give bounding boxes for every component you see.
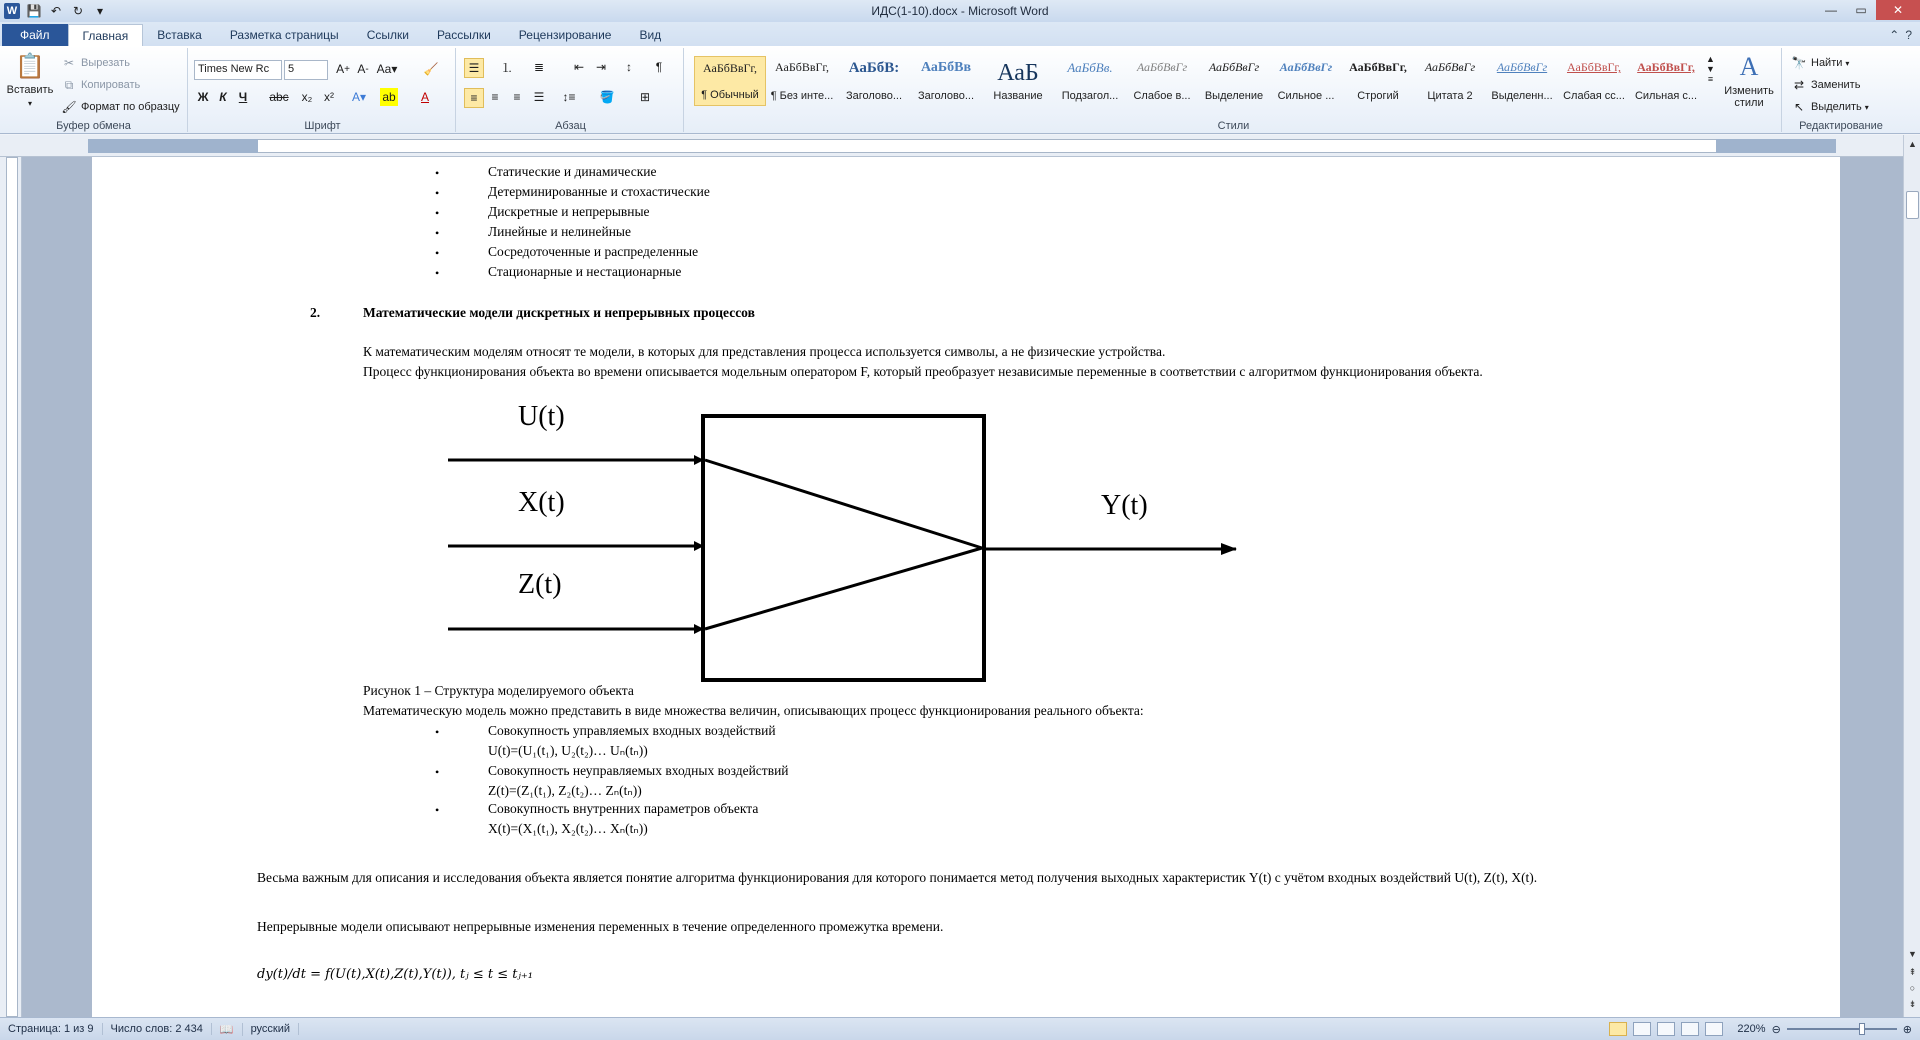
style-quote[interactable]: АаБбВвГг Цитата 2 bbox=[1424, 60, 1476, 102]
clipboard-group-label: Буфер обмена bbox=[56, 120, 131, 132]
binoculars-icon: 🔭 bbox=[1791, 56, 1807, 70]
page-indicator[interactable]: Страница: 1 из 9 bbox=[0, 1023, 103, 1035]
browse-object-icon[interactable]: ○ bbox=[1909, 983, 1916, 993]
style-strong[interactable]: АаБбВвГг, Строгий bbox=[1349, 60, 1407, 102]
styles-group-label: Стили bbox=[1217, 120, 1250, 132]
zoom-slider[interactable] bbox=[1787, 1028, 1897, 1030]
print-layout-view-button[interactable] bbox=[1609, 1022, 1627, 1036]
replace-button[interactable]: ⇄ Заменить bbox=[1790, 76, 1860, 94]
close-button[interactable]: ✕ bbox=[1876, 0, 1920, 20]
clipboard-group bbox=[0, 48, 188, 132]
list-item: Дискретные и непрерывные bbox=[488, 204, 650, 219]
multilevel-list-icon: ≣ bbox=[533, 60, 545, 74]
text-effects-icon: A▾ bbox=[351, 90, 367, 104]
paragraph: Процесс функционирования объекта во времени описывается модельным оператором F, который преобразует независимые переменные в соответствии с алгоритмом функционирования объекта. bbox=[363, 364, 1483, 379]
underline-button[interactable] bbox=[234, 88, 252, 106]
format-painter-button[interactable]: 🖌 Формат по образцу bbox=[61, 100, 180, 114]
style-no-spacing[interactable]: АаБбВвГг, ¶ Без инте... bbox=[770, 60, 834, 102]
strikethrough-button[interactable] bbox=[270, 88, 288, 106]
undo-icon[interactable]: ↶ bbox=[50, 4, 62, 18]
list-item: Совокупность управляемых входных воздействий bbox=[488, 723, 776, 738]
style-intense-emphasis[interactable]: АаБбВвГг Сильное ... bbox=[1277, 60, 1335, 102]
bullet: • bbox=[435, 725, 440, 739]
zoom-out-icon[interactable]: ⊖ bbox=[1771, 1023, 1781, 1036]
increase-indent-icon: ⇥ bbox=[595, 60, 607, 74]
align-right-icon: ≡ bbox=[513, 90, 521, 104]
borders-icon: ⊞ bbox=[639, 90, 651, 104]
align-center-button[interactable] bbox=[486, 88, 504, 106]
document-page[interactable] bbox=[92, 157, 1840, 1017]
font-color-icon: A bbox=[420, 90, 429, 104]
highlight-button[interactable] bbox=[380, 88, 398, 106]
font-group-label: Шрифт bbox=[304, 120, 341, 132]
scissors-icon: ✂ bbox=[63, 56, 75, 70]
ribbon-tabs bbox=[0, 22, 1920, 46]
strikethrough-icon: abc bbox=[269, 90, 289, 104]
find-button[interactable]: 🔭 Найти ▾ bbox=[1791, 56, 1850, 70]
heading-number: 2. bbox=[310, 305, 321, 320]
bullet: • bbox=[435, 765, 440, 779]
customize-qat-icon[interactable]: ▾ bbox=[96, 4, 104, 18]
minimize-button[interactable]: — bbox=[1825, 3, 1837, 17]
web-layout-view-button[interactable] bbox=[1657, 1022, 1675, 1036]
list-item: Статические и динамические bbox=[488, 164, 657, 179]
underline-icon: Ч bbox=[238, 90, 248, 104]
style-normal[interactable]: АаБбВвГг, ¶ Обычный bbox=[694, 56, 766, 106]
ruler-track bbox=[88, 139, 1836, 153]
change-case-button[interactable] bbox=[378, 60, 396, 78]
grow-font-icon: A + bbox=[336, 62, 350, 76]
redo-icon[interactable]: ↻ bbox=[72, 4, 84, 18]
bold-icon: Ж bbox=[197, 90, 209, 104]
tab-insert[interactable]: Вставка bbox=[157, 28, 202, 42]
grow-font-button[interactable] bbox=[334, 60, 352, 78]
bullet: • bbox=[435, 226, 440, 240]
multilevel-list-button[interactable] bbox=[530, 58, 548, 76]
sort-button[interactable] bbox=[620, 58, 638, 76]
previous-page-icon[interactable]: ⇞ bbox=[1908, 966, 1917, 977]
decrease-indent-button[interactable] bbox=[570, 58, 588, 76]
shrink-font-button[interactable] bbox=[354, 60, 372, 78]
zoom-level[interactable]: 220% bbox=[1737, 1023, 1766, 1035]
triangle-bottom-edge bbox=[705, 548, 982, 629]
justify-button[interactable] bbox=[530, 88, 548, 106]
bullet: • bbox=[435, 266, 440, 280]
ribbon-minimize-icon[interactable]: ⌃ bbox=[1889, 28, 1900, 42]
cursor-icon: ↖ bbox=[1793, 100, 1805, 114]
paragraph: Весьма важным для описания и исследования объекта является понятие алгоритма функционирования для которого понимается метод получения выходных характеристик Y(t) с учётом входных воздействий U(t), Z(t), X(t). bbox=[257, 870, 1538, 885]
formula: Z(t)=(Z₁(t₁), Z₂(t₂)… Zₙ(tₙ)) bbox=[488, 783, 642, 798]
vertical-ruler[interactable] bbox=[0, 157, 22, 1017]
italic-icon: К bbox=[219, 90, 227, 104]
list-item: Сосредоточенные и распределенные bbox=[488, 244, 699, 259]
paint-bucket-icon: 🪣 bbox=[599, 90, 615, 104]
font-group bbox=[190, 48, 456, 132]
pilcrow-icon: ¶ bbox=[655, 60, 663, 74]
replace-icon: ⇄ bbox=[1793, 78, 1805, 92]
justify-icon: ☰ bbox=[533, 90, 545, 104]
list-item: Совокупность неуправляемых входных воздействий bbox=[488, 763, 789, 778]
align-left-icon: ≡ bbox=[470, 91, 478, 105]
style-subtitle[interactable]: АаБбВв. Подзагол... bbox=[1061, 60, 1119, 102]
shrink-font-icon: A - bbox=[357, 62, 369, 76]
decrease-indent-icon: ⇤ bbox=[573, 60, 585, 74]
style-heading1[interactable]: АаБбВ: Заголово... bbox=[845, 60, 903, 102]
subscript-button[interactable] bbox=[298, 88, 316, 106]
tab-mailings[interactable]: Рассылки bbox=[436, 28, 491, 42]
quick-access-toolbar bbox=[0, 3, 108, 19]
bullet-list-icon: ☰ bbox=[468, 61, 480, 75]
save-icon[interactable]: 💾 bbox=[26, 4, 42, 18]
ruler-left-margin bbox=[88, 139, 258, 153]
language-indicator[interactable]: русский bbox=[243, 1023, 299, 1035]
style-subtle-reference[interactable]: АаБбВвГг, Слабая сс... bbox=[1563, 60, 1625, 102]
style-intense-quote[interactable]: АаБбВвГг Выделенн... bbox=[1491, 60, 1553, 102]
font-color-button[interactable] bbox=[416, 88, 434, 106]
tab-view[interactable]: Вид bbox=[639, 28, 662, 42]
paragraph-group-label: Абзац bbox=[555, 120, 586, 132]
italic-button[interactable] bbox=[214, 88, 232, 106]
copy-icon: ⧉ bbox=[64, 77, 74, 92]
label-x: X(t) bbox=[518, 487, 565, 518]
bold-button[interactable] bbox=[194, 88, 212, 106]
maximize-button[interactable]: ▭ bbox=[1855, 3, 1867, 17]
list-item: Совокупность внутренних параметров объекта bbox=[488, 801, 759, 816]
label-u: U(t) bbox=[518, 401, 565, 432]
list-item: Стационарные и нестационарные bbox=[488, 264, 682, 279]
highlighter-icon: ab bbox=[380, 88, 398, 106]
bullet: • bbox=[435, 803, 440, 817]
tab-file[interactable]: Файл bbox=[2, 24, 68, 46]
figure-caption: Рисунок 1 – Структура моделируемого объекта bbox=[363, 683, 634, 698]
clear-formatting-icon: 🧹 bbox=[423, 62, 439, 76]
superscript-button[interactable] bbox=[320, 88, 338, 106]
bullet: • bbox=[435, 246, 440, 260]
ruler-right-margin bbox=[1716, 139, 1836, 153]
paste-button[interactable]: 📋 Вставить ▾ bbox=[6, 53, 54, 108]
proofing-icon[interactable]: 📖 bbox=[212, 1023, 243, 1036]
vertical-ruler-track bbox=[6, 157, 18, 1017]
style-emphasis[interactable]: АаБбВвГг Выделение bbox=[1204, 60, 1264, 102]
section-heading: Математические модели дискретных и непрерывных процессов bbox=[363, 305, 755, 320]
chevron-up-icon: ▲ bbox=[1706, 54, 1715, 64]
bullets-button[interactable] bbox=[464, 58, 484, 78]
word-app-icon[interactable]: W bbox=[4, 3, 20, 19]
label-z: Z(t) bbox=[518, 569, 562, 600]
bullet: • bbox=[435, 206, 440, 220]
style-heading2[interactable]: АаБбВв Заголово... bbox=[917, 60, 975, 102]
word-count[interactable]: Число слов: 2 434 bbox=[103, 1023, 212, 1035]
vertical-scrollbar[interactable] bbox=[1903, 135, 1920, 1017]
cut-button[interactable]: ✂ Вырезать bbox=[60, 54, 130, 72]
align-right-button[interactable] bbox=[508, 88, 526, 106]
list-item: Детерминированные и стохастические bbox=[488, 184, 710, 199]
editing-group-label: Редактирование bbox=[1799, 120, 1883, 132]
paragraph: Непрерывные модели описывают непрерывные изменения переменных в течение определенного промежутка времени. bbox=[257, 919, 944, 934]
sort-icon: ↕ bbox=[626, 60, 632, 74]
align-center-icon: ≡ bbox=[491, 90, 499, 104]
title-bar bbox=[0, 0, 1920, 22]
text-effects-button[interactable] bbox=[350, 88, 368, 106]
window-title: ИДС(1-10).docx - Microsoft Word bbox=[871, 4, 1049, 18]
help-icon[interactable]: ? bbox=[1905, 28, 1912, 42]
show-marks-button[interactable] bbox=[650, 58, 668, 76]
numbering-button[interactable] bbox=[498, 58, 516, 76]
select-button[interactable]: ↖ Выделить ▾ bbox=[1790, 98, 1869, 116]
document-area[interactable] bbox=[22, 157, 1906, 1017]
formula: U(t)=(U₁(t₁), U₂(t₂)… Uₙ(tₙ)) bbox=[488, 743, 648, 758]
tab-review[interactable]: Рецензирование bbox=[518, 28, 612, 42]
styles-scroll[interactable] bbox=[1706, 54, 1715, 84]
model-box bbox=[703, 416, 984, 680]
tab-home[interactable]: Главная bbox=[68, 24, 144, 46]
line-spacing-button[interactable] bbox=[560, 88, 578, 106]
ribbon bbox=[0, 46, 1920, 134]
borders-button[interactable] bbox=[636, 88, 654, 106]
font-size-combo[interactable]: 5 bbox=[284, 60, 328, 80]
scroll-thumb[interactable] bbox=[1906, 191, 1919, 219]
line-spacing-icon: ↕≡ bbox=[562, 90, 576, 104]
label-y: Y(t) bbox=[1101, 490, 1148, 521]
more-icon: ≡ bbox=[1707, 74, 1714, 84]
scroll-down-icon[interactable]: ▼ bbox=[1908, 949, 1917, 959]
copy-button[interactable]: ⧉ Копировать bbox=[60, 76, 140, 94]
subscript-icon: x₂ bbox=[301, 90, 313, 104]
chevron-down-icon: ▾ bbox=[27, 99, 32, 108]
paragraph: Математическую модель можно представить в виде множества величин, описывающих процесс функционирования реального объекта: bbox=[363, 703, 1144, 718]
zoom-slider-knob[interactable] bbox=[1859, 1023, 1865, 1035]
next-page-icon[interactable]: ⇟ bbox=[1908, 998, 1917, 1009]
change-case-icon: Aa▾ bbox=[376, 62, 398, 76]
chevron-down-icon: ▾ bbox=[1845, 58, 1850, 68]
formula: X(t)=(X₁(t₁), X₂(t₂)… Xₙ(tₙ)) bbox=[488, 821, 648, 836]
editing-group bbox=[1784, 48, 1898, 132]
clear-formatting-button[interactable] bbox=[422, 60, 440, 78]
increase-indent-button[interactable] bbox=[592, 58, 610, 76]
paragraph-group bbox=[458, 48, 684, 132]
paragraph: К математическим моделям относят те модели, в которых для представления процесса используется символы, а не физические устройства. bbox=[363, 344, 1166, 359]
superscript-icon: x² bbox=[324, 90, 334, 104]
chevron-down-icon: ▾ bbox=[1864, 102, 1869, 112]
style-intense-reference[interactable]: АаБбВвГг, Сильная с... bbox=[1634, 60, 1698, 102]
shading-button[interactable] bbox=[598, 88, 616, 106]
horizontal-ruler[interactable] bbox=[0, 135, 1920, 157]
scroll-up-icon[interactable]: ▲ bbox=[1908, 139, 1917, 149]
chevron-down-icon: ▼ bbox=[1706, 64, 1715, 74]
draft-view-button[interactable] bbox=[1705, 1022, 1723, 1036]
tab-references[interactable]: Ссылки bbox=[366, 28, 409, 42]
status-bar bbox=[0, 1017, 1920, 1040]
numbered-list-icon: ⒈ bbox=[500, 60, 513, 75]
change-styles-icon: A bbox=[1739, 52, 1759, 81]
style-title[interactable]: АаБ Название bbox=[993, 60, 1043, 102]
font-name-combo[interactable]: Times New Rc bbox=[194, 60, 282, 80]
tab-page-layout[interactable]: Разметка страницы bbox=[229, 28, 339, 42]
outline-view-button[interactable] bbox=[1681, 1022, 1699, 1036]
styles-group bbox=[686, 48, 1782, 132]
full-screen-view-button[interactable] bbox=[1633, 1022, 1651, 1036]
list-item: Линейные и нелинейные bbox=[488, 224, 631, 239]
style-subtle-emphasis[interactable]: АаБбВвГг Слабое в... bbox=[1133, 60, 1191, 102]
bullet: • bbox=[435, 166, 440, 180]
change-styles-button[interactable]: A Изменить стили bbox=[1724, 52, 1774, 109]
bullet: • bbox=[435, 186, 440, 200]
paste-icon: 📋 bbox=[15, 53, 45, 80]
brush-icon: 🖌 bbox=[61, 100, 77, 114]
align-left-button[interactable] bbox=[464, 88, 484, 108]
model-structure-diagram bbox=[92, 157, 1840, 1017]
zoom-in-icon[interactable]: ⊕ bbox=[1902, 1023, 1912, 1036]
equation[interactable]: dy(t)/dt = f(U(t),X(t),Z(t),Y(t)), tⱼ ≤ t ≤ tⱼ₊₁ bbox=[257, 967, 533, 982]
triangle-top-edge bbox=[705, 460, 982, 548]
